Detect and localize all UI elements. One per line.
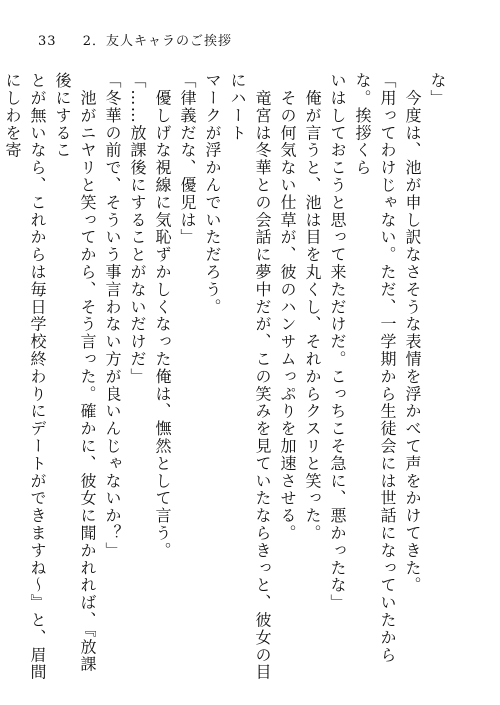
text-line: その何気ない仕草が、彼のハンサムっぷりを加速させる。 <box>278 72 297 542</box>
text-line: 今度は、池が申し訳なさそうな表情を浮かべて声をかけてきた。 <box>403 72 422 594</box>
text-line: な」 <box>428 72 447 107</box>
chapter-title: 2．友人キャラのご挨拶 <box>82 34 232 49</box>
text-line: いはしておこうと思って来ただけだ。こっちこそ急に、悪かったな」 <box>328 72 347 612</box>
text-line: 池がニヤリと笑ってから、そう言った。確かに、彼女に聞かれれば、『放課後にするこ <box>53 72 97 673</box>
text-line: 「冬華の前で、そういう事言わない方が良いんじゃないか？」 <box>103 72 122 560</box>
vertical-body-text <box>3 72 450 682</box>
text-line: 竜宮は冬華との会話に夢中だが、この笑みを見ていたならきっと、彼女の目にハート <box>228 72 272 681</box>
text-line: マークが浮かんでいただろう。 <box>203 72 222 316</box>
text-line: 優しげな視線に気恥ずかしくなった俺は、憮然として言う。 <box>153 72 172 560</box>
text-line: 「律義だな、優児は」 <box>178 72 197 246</box>
page-number: 33 <box>38 34 57 49</box>
text-line: とが無いなら、これからは毎日学校終わりにデートができますね〜』と、眉間にしわを寄 <box>3 72 47 681</box>
page-header <box>38 34 232 50</box>
text-line: 「……放課後にすることがないだけだ」 <box>128 72 147 386</box>
text-line: 俺が言うと、池は目を丸くし、それからクスリと笑った。 <box>303 72 322 542</box>
text-line: 「用ってわけじゃない。ただ、一学期から生徒会には世話になっていたからな。挨拶くら <box>353 72 397 664</box>
